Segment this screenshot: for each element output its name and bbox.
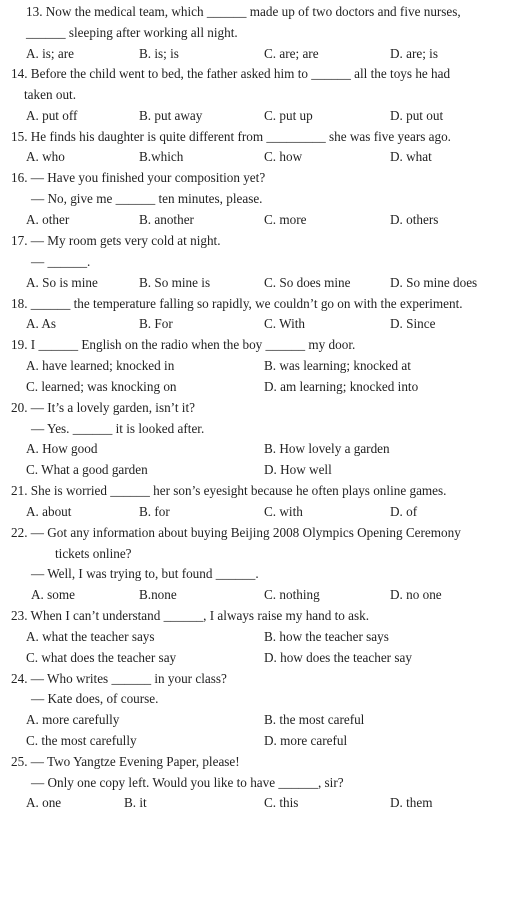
question-25-stem: 25. — Two Yangtze Evening Paper, please! (11, 754, 240, 769)
question-18-options (0, 313, 521, 334)
option-a: A. what the teacher says (26, 629, 155, 644)
option-b: B. is; is (139, 46, 179, 61)
option-b: B. the most careful (264, 712, 365, 727)
option-d: D. others (390, 212, 439, 227)
question-19-options-ab (0, 355, 521, 376)
option-d: D. more careful (264, 733, 348, 748)
question-24-reply: — Kate does, of course. (31, 691, 159, 706)
question-20-reply: — Yes. ______ it is looked after. (31, 421, 205, 436)
option-b: B. was learning; knocked at (264, 358, 411, 373)
question-25-reply: — Only one copy left. Would you like to have ______, sir? (31, 775, 344, 790)
question-24-options-cd (0, 730, 521, 751)
option-d: D. How well (264, 462, 332, 477)
question-20-options-ab (0, 438, 521, 459)
option-a: A. is; are (26, 46, 74, 61)
option-c: C. the most carefully (26, 733, 137, 748)
option-a: A. one (26, 795, 62, 810)
question-15-stem: 15. He finds his daughter is quite different from _________ she was five years ago. (11, 129, 451, 144)
question-22-stem-cont: tickets online? (55, 546, 132, 561)
question-13-options (0, 43, 521, 64)
question-16-reply: — No, give me ______ ten minutes, please. (31, 191, 263, 206)
question-24-stem: 24. — Who writes ______ in your class? (11, 671, 227, 686)
option-c: C. this (264, 795, 299, 810)
question-22-reply: — Well, I was trying to, but found ______. (31, 566, 259, 581)
option-c: C. nothing (264, 587, 320, 602)
question-19-stem: 19. I ______ English on the radio when the boy ______ my door. (11, 337, 356, 352)
option-b: B.none (139, 587, 177, 602)
option-d: D. Since (390, 316, 436, 331)
option-d: D. them (390, 795, 433, 810)
question-16-options (0, 209, 521, 230)
option-b: B. put away (139, 108, 203, 123)
option-c: C. how (264, 149, 303, 164)
option-c: C. With (264, 316, 305, 331)
question-22-options (0, 584, 521, 605)
option-a: A. more carefully (26, 712, 120, 727)
option-d: D. am learning; knocked into (264, 379, 419, 394)
option-c: C. So does mine (264, 275, 351, 290)
option-b: B. How lovely a garden (264, 441, 390, 456)
option-b: B. For (139, 316, 173, 331)
question-22-stem: 22. — Got any information about buying Beijing 2008 Olympics Opening Ceremony (11, 525, 461, 540)
option-a: A. some (31, 587, 75, 602)
question-17-reply: — ______. (31, 254, 91, 269)
option-d: D. no one (390, 587, 442, 602)
question-15-options (0, 146, 521, 167)
option-c: C. with (264, 504, 303, 519)
question-20-options-cd (0, 459, 521, 480)
option-b: B. it (124, 795, 147, 810)
question-21-options (0, 501, 521, 522)
question-19-options-cd (0, 376, 521, 397)
question-20-stem: 20. — It’s a lovely garden, isn’t it? (11, 400, 195, 415)
question-18-stem: 18. ______ the temperature falling so rapidly, we couldn’t go on with the experiment. (11, 296, 463, 311)
option-c: C. what does the teacher say (26, 650, 177, 665)
question-17-stem: 17. — My room gets very cold at night. (11, 233, 221, 248)
question-23-options-ab (0, 626, 521, 647)
option-c: C. are; are (264, 46, 319, 61)
option-d: D. put out (390, 108, 444, 123)
option-a: A. As (26, 316, 57, 331)
option-d: D. are; is (390, 46, 438, 61)
option-b: B. how the teacher says (264, 629, 389, 644)
option-d: D. how does the teacher say (264, 650, 412, 665)
question-21-stem: 21. She is worried ______ her son’s eyesight because he often plays online games. (11, 483, 447, 498)
option-c: C. learned; was knocking on (26, 379, 177, 394)
question-25-options (0, 792, 521, 813)
option-a: A. about (26, 504, 72, 519)
option-a: A. other (26, 212, 70, 227)
option-b: B.which (139, 149, 184, 164)
question-17-options (0, 272, 521, 293)
option-a: A. have learned; knocked in (26, 358, 175, 373)
option-b: B. So mine is (139, 275, 211, 290)
option-d: D. of (390, 504, 418, 519)
question-14-stem: 14. Before the child went to bed, the father asked him to ______ all the toys he had (11, 66, 451, 81)
option-c: C. more (264, 212, 307, 227)
question-24-options-ab (0, 709, 521, 730)
option-b: B. another (139, 212, 194, 227)
option-c: C. What a good garden (26, 462, 148, 477)
question-16-stem: 16. — Have you finished your composition yet? (11, 170, 266, 185)
question-13-stem: 13. Now the medical team, which ______ made up of two doctors and five nurses, (26, 4, 461, 19)
option-a: A. put off (26, 108, 78, 123)
question-14-stem-cont: taken out. (24, 87, 77, 102)
option-b: B. for (139, 504, 170, 519)
option-d: D. So mine does (390, 275, 478, 290)
option-a: A. So is mine (26, 275, 98, 290)
option-a: A. How good (26, 441, 98, 456)
question-23-options-cd (0, 647, 521, 668)
question-23-stem: 23. When I can’t understand ______, I always raise my hand to ask. (11, 608, 370, 623)
question-13-stem-cont: ______ sleeping after working all night. (26, 25, 238, 40)
option-d: D. what (390, 149, 432, 164)
option-c: C. put up (264, 108, 313, 123)
option-a: A. who (26, 149, 65, 164)
question-14-options (0, 105, 521, 126)
